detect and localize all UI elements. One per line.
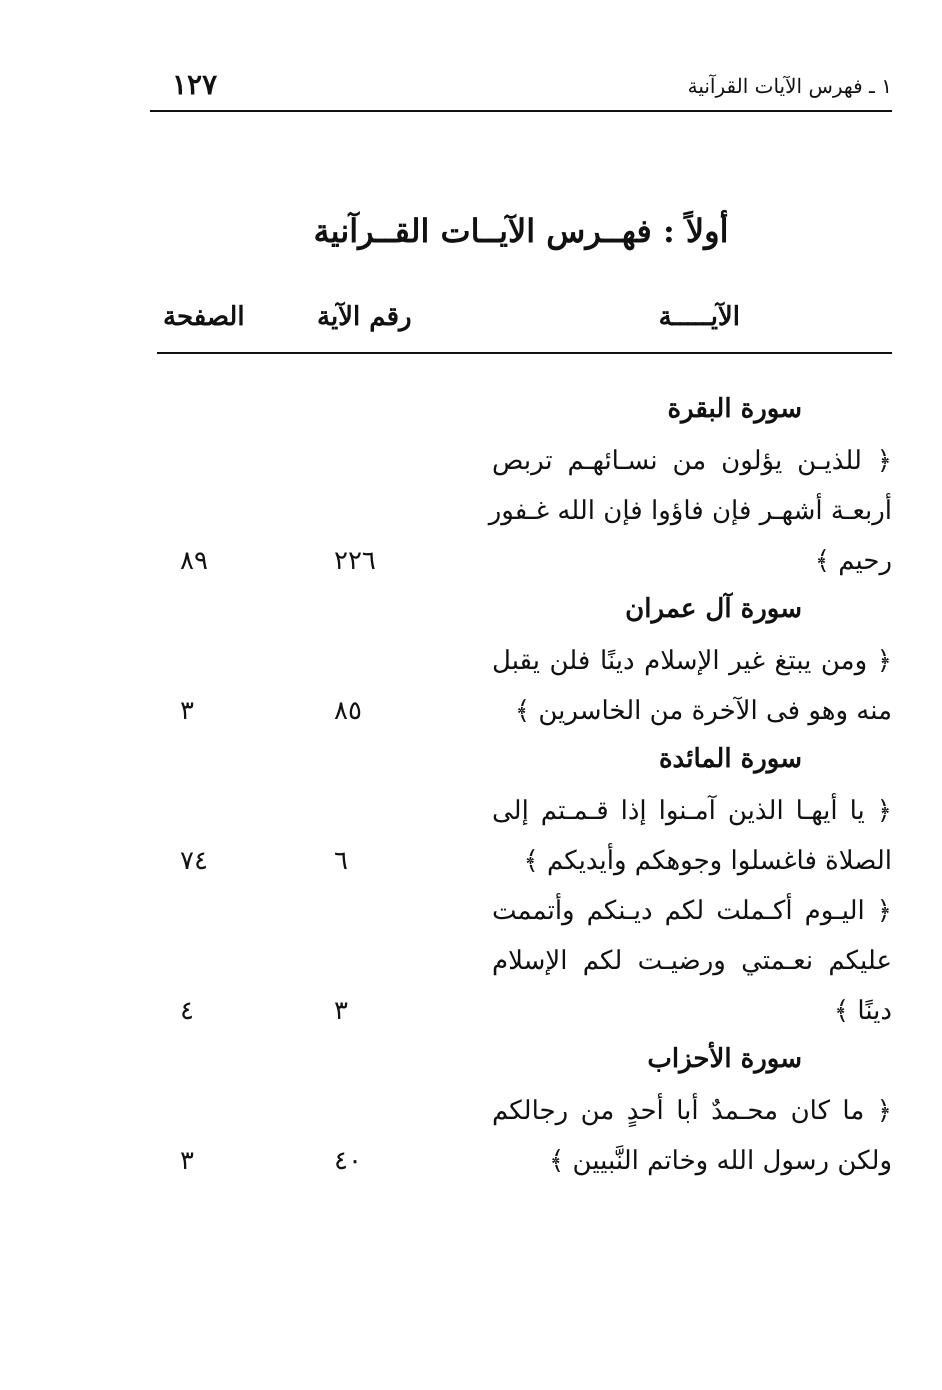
verse-line: ﴿ اليـوم أكـملت لكم ديـنكم وأتممت — [492, 896, 892, 926]
verse-number: ٣ — [334, 996, 348, 1026]
verse-number: ٦ — [334, 846, 348, 876]
surah-heading-al-imran: سورة آل عمران — [625, 594, 802, 624]
verse-line: ﴿ للذيـن يؤلون من نسـائهـم تربص — [492, 446, 892, 476]
surah-heading-ahzab: سورة الأحزاب — [647, 1044, 802, 1074]
surah-heading-maidah: سورة المائدة — [658, 744, 802, 774]
page-ref: ٣ — [180, 696, 194, 726]
verse-line: عليكم نعـمتي ورضيـت لكم الإسلام — [492, 946, 892, 976]
page-ref: ٤ — [180, 996, 194, 1026]
section-title: أولاً : فهــرس الآيــات القــرآنية — [313, 212, 729, 250]
column-header-verse-number: رقم الآية — [317, 302, 412, 332]
page-number: ١٢٧ — [172, 68, 218, 101]
running-header — [150, 62, 892, 112]
column-header-page: الصفحة — [163, 302, 245, 332]
verse-line: منه وهو فى الآخرة من الخاسرين ﴾ — [514, 696, 892, 726]
surah-heading-baqarah: سورة البقرة — [667, 394, 802, 424]
verse-line: أربعـة أشهـر فإن فاؤوا فإن الله غـفور — [488, 496, 892, 526]
verse-line: ولكن رسول الله وخاتم النَّبيين ﴾ — [549, 1146, 892, 1176]
verse-line: رحيم ﴾ — [814, 546, 892, 576]
column-header-verse: الآيـــــة — [658, 302, 740, 332]
verse-line: ﴿ ما كان محـمدٌ أبا أحدٍ من رجالكم — [492, 1096, 892, 1126]
verse-line: ﴿ يا أيهـا الذين آمـنوا إذا قـمـتم إلى — [492, 796, 892, 826]
table-header — [157, 298, 892, 354]
verse-line: ﴿ ومن يبتغ غير الإسلام دينًا فلن يقبل — [492, 646, 892, 676]
running-title: ١ ـ فهرس الآيات القرآنية — [687, 74, 892, 98]
verse-number: ٢٢٦ — [334, 546, 376, 576]
verse-number: ٤٠ — [334, 1146, 362, 1176]
verse-line: الصلاة فاغسلوا وجوهكم وأيديكم ﴾ — [523, 846, 892, 876]
page-ref: ٧٤ — [180, 846, 208, 876]
page-ref: ٨٩ — [180, 546, 208, 576]
verse-number: ٨٥ — [334, 696, 362, 726]
page-ref: ٣ — [180, 1146, 194, 1176]
verse-line: دينًا ﴾ — [833, 996, 892, 1026]
